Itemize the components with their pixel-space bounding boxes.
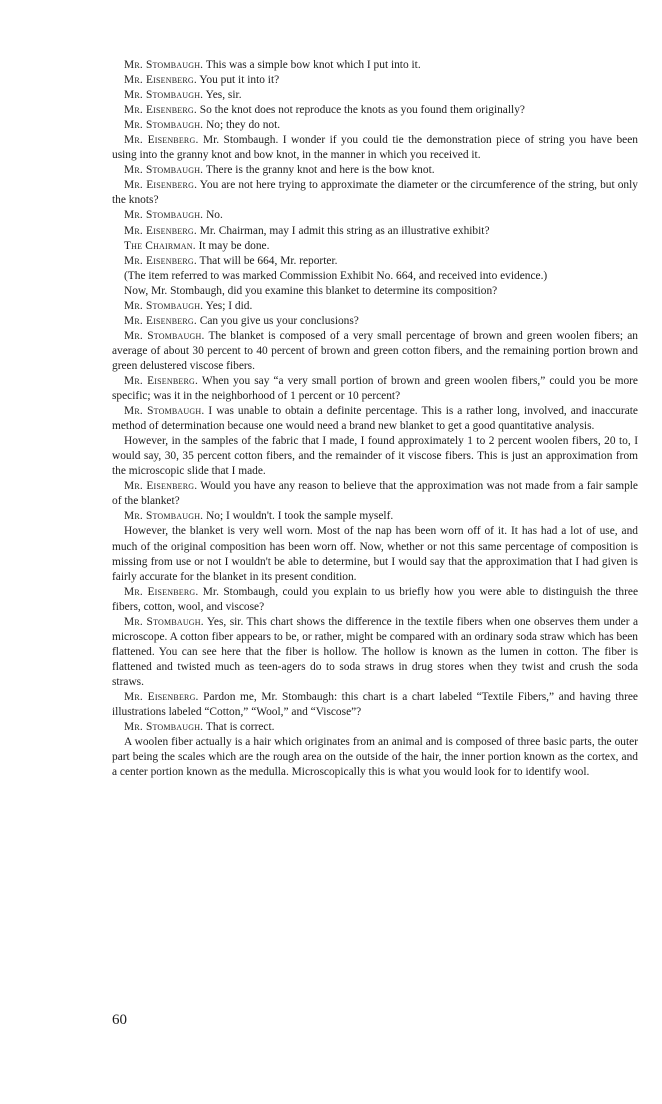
paragraph-text: When you say “a very small portion of brown and green woolen fibers,” could you be more specific; was it in the neighborhood of 1 percent or 10 percent? <box>112 374 638 403</box>
paragraph-text: No; they do not. <box>203 119 281 132</box>
speaker-name: Mr. Eisenberg. <box>124 134 199 147</box>
testimony-paragraph <box>112 224 638 239</box>
paragraph-text: Pardon me, Mr. Stombaugh: this chart is a chart labeled “Textile Fibers,” and having three illustrations labeled “Cotton,” “Wool,” and “Viscose”? <box>112 690 638 719</box>
testimony-paragraph <box>112 88 638 103</box>
paragraph-text: There is the granny knot and here is the bow knot. <box>203 164 435 177</box>
testimony-paragraph <box>112 735 638 780</box>
paragraph-text: Mr. Chairman, may I admit this string as an illustrative exhibit? <box>196 224 490 237</box>
testimony-paragraph <box>112 133 638 163</box>
speaker-name: Mr. Eisenberg. <box>124 74 197 87</box>
paragraph-text: No; I wouldn't. I took the sample myself. <box>203 510 394 523</box>
testimony-paragraph <box>112 254 638 269</box>
testimony-paragraph <box>112 73 638 88</box>
speaker-name: Mr. Eisenberg. <box>124 104 197 117</box>
speaker-name: Mr. Stombaugh. <box>124 721 204 734</box>
paragraph-text: Mr. Stombaugh. I wonder if you could tie the demonstration piece of string you have been using into the granny knot and bow knot, in the manner in which you received it. <box>112 134 638 162</box>
speaker-name: The Chairman. <box>124 239 196 252</box>
speaker-name: Mr. Eisenberg. <box>124 254 197 267</box>
speaker-name: Mr. Eisenberg. <box>124 179 198 192</box>
testimony-paragraph <box>112 479 638 509</box>
paragraph-text: Would you have any reason to believe that the approximation was not made from a fair sample of the blanket? <box>112 480 638 508</box>
speaker-name: Mr. Eisenberg. <box>124 374 199 387</box>
paragraph-text: That will be 664, Mr. reporter. <box>196 254 338 267</box>
testimony-paragraph <box>112 720 638 735</box>
paragraph-text: You put it into it? <box>196 74 280 87</box>
speaker-name: Mr. Stombaugh. <box>124 89 204 102</box>
speaker-name: Mr. Eisenberg. <box>124 314 197 327</box>
paragraph-text: Now, Mr. Stombaugh, did you examine this blanket to determine its composition? <box>124 284 498 297</box>
testimony-paragraph <box>112 434 638 479</box>
paragraph-text: So the knot does not reproduce the knots as you found them originally? <box>196 104 525 117</box>
testimony-paragraph <box>112 374 638 404</box>
paragraph-text: Yes; I did. <box>203 299 253 312</box>
testimony-paragraph <box>112 163 638 178</box>
testimony-paragraph <box>112 103 638 118</box>
paragraph-text: That is correct. <box>203 721 275 734</box>
paragraph-text: However, the blanket is very well worn. Most of the nap has been worn off of it. It has had a lot of use, and much of the original composition has been worn off. Now, whether or not this same percentage of composition is missing from use or not I wouldn't be able to determine, but I would say that the approximation that I had given is fairly accurate for the blanket in its present condition. <box>112 525 638 583</box>
paragraph-text: However, in the samples of the fabric that I made, I found approximately 1 to 2 percent woolen fibers, 20 to, I would say, 30, 35 percent cotton fibers, and the remainder of it viscose fibers. This is just an approximation from the microscopic slide that I made. <box>112 435 638 478</box>
paragraph-text: You are not here trying to approximate the diameter or the circumference of the string, but only the knots? <box>112 179 638 207</box>
testimony-paragraph <box>112 269 638 284</box>
testimony-paragraph <box>112 690 638 720</box>
paragraph-text: It may be done. <box>195 239 270 252</box>
speaker-name: Mr. Stombaugh. <box>124 329 205 342</box>
testimony-paragraph <box>112 329 638 374</box>
speaker-name: Mr. Stombaugh. <box>124 209 204 222</box>
speaker-name: Mr. Eisenberg. <box>124 480 198 493</box>
speaker-name: Mr. Stombaugh. <box>124 119 204 132</box>
paragraph-text: Yes, sir. This chart shows the difference in the textile fibers when one observes them under a microscope. A cotton fiber appears to be, or rather, might be compared with an ordinary soda straw which has been flattened. You can see here that the fiber is hollow. The hollow is known as the lumen in cotton. The fiber is flattened and twisted much as teen-agers do to soda straws in drug stores when they twist and crush the soda straws. <box>112 615 639 688</box>
paragraph-text: I was unable to obtain a definite percentage. This is a rather long, involved, and inaccurate method of determination because one would need a brand new blanket to get a good quantitative analysis. <box>112 405 638 433</box>
testimony-paragraph <box>112 615 638 690</box>
speaker-name: Mr. Eisenberg. <box>124 690 199 703</box>
paragraph-text: (The item referred to was marked Commission Exhibit No. 664, and received into evidence.) <box>124 269 548 282</box>
testimony-paragraph <box>112 178 638 208</box>
paragraph-text: The blanket is composed of a very small percentage of brown and green woolen fibers; an average of about 30 percent to 40 percent of brown and green cotton fibers, and the remaining portion brown and green delustered viscose fibers. <box>112 329 638 372</box>
testimony-paragraph <box>112 314 638 329</box>
speaker-name: Mr. Stombaugh. <box>124 510 204 523</box>
page-number: 60 <box>112 1012 127 1028</box>
transcript-page <box>112 58 638 780</box>
speaker-name: Mr. Stombaugh. <box>124 59 204 71</box>
speaker-name: Mr. Eisenberg. <box>124 585 199 598</box>
paragraph-text: This was a simple bow knot which I put into it. <box>203 59 421 71</box>
paragraph-text: No. <box>203 209 223 222</box>
testimony-paragraph <box>112 404 638 434</box>
testimony-paragraph <box>112 208 638 223</box>
speaker-name: Mr. Stombaugh. <box>124 299 204 312</box>
paragraph-text: Can you give us your conclusions? <box>196 314 359 327</box>
testimony-paragraph <box>112 585 638 615</box>
speaker-name: Mr. Eisenberg. <box>124 224 197 237</box>
testimony-paragraph <box>112 509 638 524</box>
paragraph-text: A woolen fiber actually is a hair which originates from an animal and is composed of three basic parts, the outer part being the scales which are the rough area on the outside of the hair, the inner portion known as the cortex, and a center portion known as the medulla. Microscopically this is what you would look for to identify wool. <box>112 736 638 779</box>
speaker-name: Mr. Stombaugh. <box>124 164 204 177</box>
speaker-name: Mr. Stombaugh. <box>124 615 204 628</box>
testimony-paragraph <box>112 524 638 584</box>
testimony-paragraph <box>112 299 638 314</box>
testimony-paragraph <box>112 58 638 73</box>
paragraph-text: Mr. Stombaugh, could you explain to us briefly how you were able to distinguish the three fibers, cotton, wool, and viscose? <box>112 585 638 613</box>
testimony-paragraph <box>112 118 638 133</box>
testimony-paragraph <box>112 239 638 254</box>
speaker-name: Mr. Stombaugh. <box>124 405 205 418</box>
testimony-paragraph <box>112 284 638 299</box>
paragraph-text: Yes, sir. <box>203 89 242 102</box>
